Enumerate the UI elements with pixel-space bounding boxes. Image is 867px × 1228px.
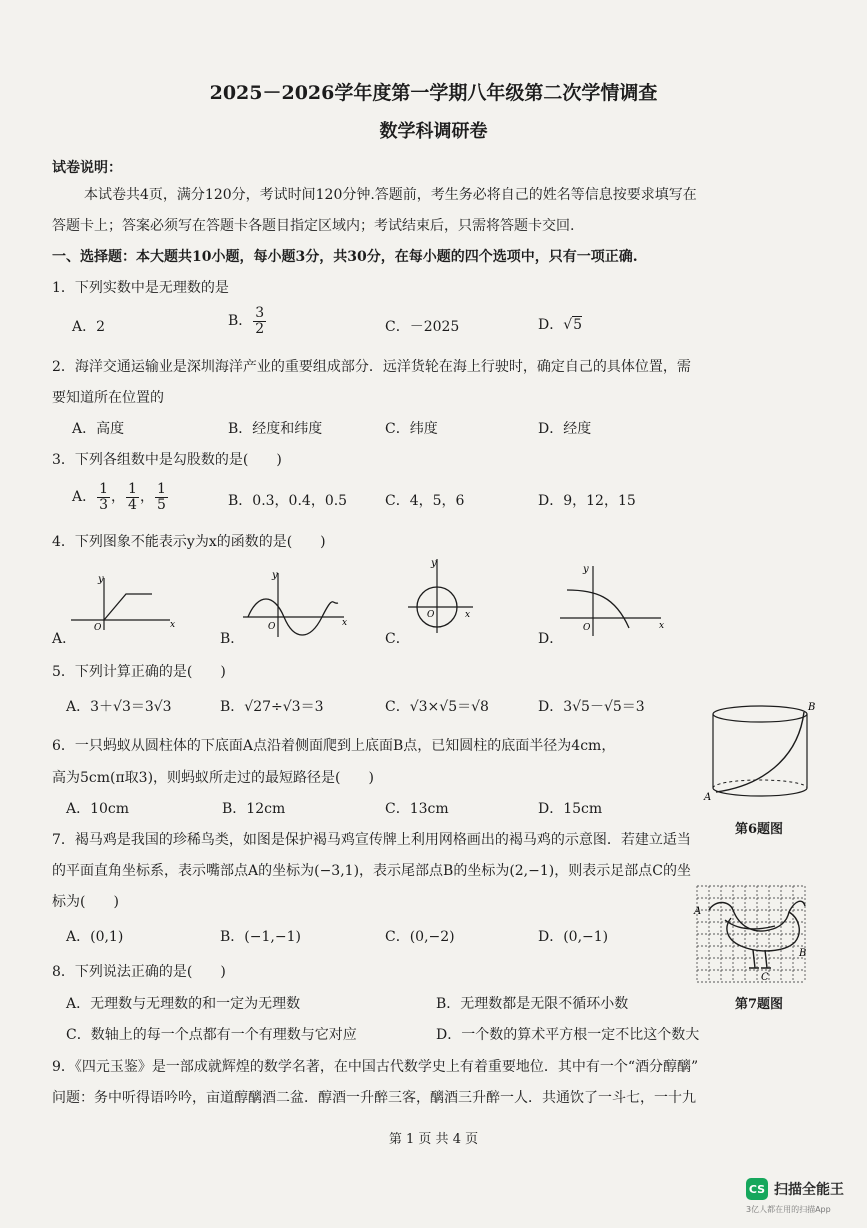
question-7-line-2: 的平面直角坐标系，表示嘴部点A的坐标为(−3,1)，表示尾部点B的坐标为(2,−1)，则表示足部点C的坐 [52,863,691,879]
q1-option-a: A．2 [72,319,106,335]
q4c-axis-y: y [431,558,437,569]
q7-grid-figure [695,884,815,988]
q4b-axis-x: x [342,618,348,628]
q7-point-c: C [761,972,769,983]
q4-graph-a [66,572,178,634]
q5-option-d: D．3√5－√5＝3 [538,699,645,715]
question-7-line-3: 标为( ) [52,894,119,910]
q4-graph-d [555,560,667,640]
q7-point-b: B [799,948,807,959]
scanner-app-logo-icon: CS [746,1178,768,1200]
q4-graph-b [240,567,350,639]
q2-option-a: A．高度 [72,421,125,437]
instructions-line-1: 本试卷共4页，满分120分，考试时间120分钟.答题前，考生务必将自己的姓名等信息按要求填写在 [84,187,697,203]
q6-option-d: D．15cm [538,801,603,817]
question-6-line-1: 6．一只蚂蚁从圆柱体的下底面A点沿着侧面爬到上底面B点，已知圆柱的底面半径为4cm， [52,738,616,754]
question-9-line-2: 问题：务中听得语吟吟，亩道醇醨酒二盆．醇酒一升醉三客，醨酒三升醉一人．共通饮了一斗七，一十九 [52,1090,696,1106]
q1-option-b: B． $\frac{3}{2}$ [228,305,265,337]
q4-label-d: D． [538,631,564,647]
question-5-stem: 5．下列计算正确的是( ) [52,664,226,680]
q6-cylinder-figure [700,700,820,808]
q1-option-d: D．√5 [538,317,583,333]
q6-point-b: B [808,702,816,713]
q1-option-c: C．－2025 [385,319,460,335]
q7-option-a: A．(0,1) [66,929,124,945]
q8-option-a: A．无理数与无理数的和一定为无理数 [66,996,301,1012]
instructions-heading: 试卷说明： [52,160,122,176]
q4d-axis-y: y [583,564,589,575]
q7-point-a: A [694,906,702,917]
q4c-axis-x: x [465,610,471,620]
question-3-stem: 3．下列各组数中是勾股数的是( ) [52,452,282,468]
q3-option-c: C．4，5，6 [385,493,465,509]
q4-graph-c [405,555,475,635]
q4-label-a: A． [52,631,77,647]
q4d-axis-x: x [659,621,665,631]
q3-option-b: B．0.3，0.4，0.5 [228,493,348,509]
scanner-app-tagline: 3亿人都在用的扫描App [746,1205,831,1214]
q8-option-b: B．无理数都是无限不循环小数 [436,996,629,1012]
question-2-line-1: 2．海洋交通运输业是深圳海洋产业的重要组成部分．远洋货轮在海上行驶时，确定自己的具体位置，需 [52,359,691,375]
q4a-axis-y: y [98,574,104,585]
q4-label-b: B． [220,631,245,647]
q6-point-a: A [704,792,712,803]
q5-option-c: C．√3×√5＝√8 [385,699,489,715]
q2-option-c: C．纬度 [385,421,438,437]
q3-option-d: D．9，12，15 [538,493,636,509]
instructions-line-2: 答题卡上；答案必须写在答题卡各题目指定区域内；考试结束后，只需将答题卡交回. [52,218,575,234]
question-9-line-1: 9．《四元玉鉴》是一部成就辉煌的数学名著，在中国古代数学史上有着重要地位．其中有一个“酒分醇醨” [52,1059,699,1075]
q6-option-b: B．12cm [222,801,286,817]
q7-figure-caption: 第7题图 [735,997,784,1012]
q6-option-c: C．13cm [385,801,449,817]
question-4-stem: 4．下列图象不能表示y为x的函数的是( ) [52,534,326,550]
q7-option-b: B．(−1,−1) [220,929,301,945]
exam-subtitle: 数学科调研卷 [379,121,488,142]
question-2-line-2: 要知道所在位置的 [52,390,164,406]
q2-option-b: B．经度和纬度 [228,421,323,437]
q5-option-a: A．3＋√3＝3√3 [66,699,172,715]
q4d-origin: O [583,623,591,633]
q4a-axis-x: x [170,620,176,630]
q6-figure-caption: 第6题图 [735,822,784,837]
q2-option-d: D．经度 [538,421,592,437]
scanner-app-brand: 扫描全能王 [774,1182,844,1198]
q4b-origin: O [268,622,276,632]
q4b-axis-y: y [272,570,278,581]
q3-option-a: A． $\frac{1}{3}$ ， $\frac{1}{4}$ ， $\frac{1}{5}$ [72,481,166,513]
question-6-line-2: 高为5cm(π取3)，则蚂蚁所走过的最短路径是( ) [52,770,374,786]
q4-label-c: C． [385,631,410,647]
q7-option-c: C．(0,−2) [385,929,455,945]
q4a-origin: O [94,623,102,633]
question-7-line-1: 7．褐马鸡是我国的珍稀鸟类，如图是保护褐马鸡宣传牌上利用网格画出的褐马鸡的示意图．若建立适当 [52,832,691,848]
q5-option-b: B．√27÷√3＝3 [220,699,324,715]
q4c-origin: O [427,610,435,620]
q8-option-d: D．一个数的算术平方根一定不比这个数大 [436,1027,700,1043]
page-number-footer: 第 1 页 共 4 页 [388,1132,479,1147]
q8-option-c: C．数轴上的每一个点都有一个有理数与它对应 [66,1027,357,1043]
question-8-stem: 8．下列说法正确的是( ) [52,964,226,980]
exam-title: 2025－2026学年度第一学期八年级第二次学情调查 [209,82,658,104]
question-1-stem: 1．下列实数中是无理数的是 [52,280,229,296]
q6-option-a: A．10cm [66,801,130,817]
section-heading: 一、选择题：本大题共10小题，每小题3分，共30分，在每小题的四个选项中，只有一项正确. [52,249,638,265]
q7-option-d: D．(0,−1) [538,929,609,945]
